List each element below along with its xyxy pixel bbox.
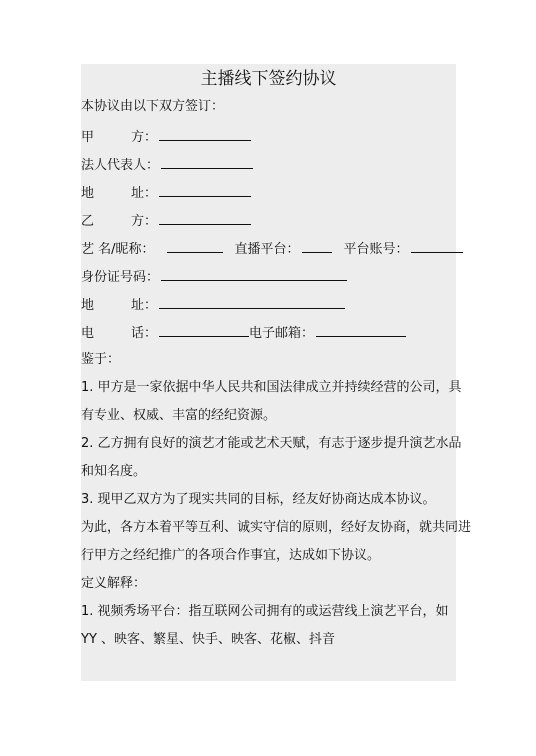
party-b-field [81, 210, 251, 232]
party-a-label-1: 甲 [81, 130, 95, 145]
clause-1-line-1: 1. 甲方是一家依据中华人民共和国法律成立并持续经营的公司，具 [81, 380, 462, 395]
clause-2-line-1: 2. 乙方拥有良好的演艺才能或艺术天赋，有志于逐步提升演艺水品 [81, 436, 462, 451]
artist-name-label: 艺 名/昵称： [81, 242, 155, 257]
legal-rep-label: 法人代表人： [81, 158, 160, 173]
therefore-line-2: 行甲方之经纪推广的各项合作事宜，达成如下协议。 [81, 548, 381, 563]
phone-label-2: 话： [131, 326, 158, 341]
id-card-blank[interactable] [161, 266, 347, 281]
platform-blank[interactable] [302, 238, 332, 253]
legal-rep-blank[interactable] [161, 154, 253, 169]
address-b-field [81, 294, 345, 316]
email-label: 电子邮箱： [249, 326, 315, 341]
therefore-line-1: 为此，各方本着平等互利、诚实守信的原则，经好友协商，就共同进 [81, 520, 472, 535]
id-card-field [81, 266, 347, 288]
account-label: 平台账号： [343, 242, 409, 257]
address-a-label-1: 地 [81, 186, 95, 201]
party-a-field [81, 126, 251, 148]
email-blank[interactable] [316, 322, 406, 337]
address-b-label-1: 地 [81, 298, 95, 313]
legal-rep-field [81, 154, 253, 176]
document-title: 主播线下签约协议 [200, 69, 337, 89]
clause-2-line-2: 和知名度。 [81, 464, 147, 479]
clause-3: 3. 现甲乙双方为了现实共同的目标，经友好协商达成本协议。 [81, 492, 436, 507]
address-b-label-2: 址： [131, 298, 158, 313]
address-a-blank[interactable] [159, 182, 251, 197]
party-b-label-1: 乙 [81, 214, 95, 229]
party-b-label-2: 方： [131, 214, 158, 229]
definitions-heading: 定义解释： [81, 576, 147, 591]
clause-1-line-2: 有专业、权威、丰富的经纪资源。 [81, 408, 277, 423]
party-a-blank[interactable] [159, 126, 251, 141]
phone-label-1: 电 [81, 326, 95, 341]
definition-1-line-2: YY 、映客、繁星、快手、映客、花椒、抖音 [81, 632, 336, 647]
account-blank[interactable] [411, 238, 463, 253]
definition-1-line-1: 1. 视频秀场平台：指互联网公司拥有的或运营线上演艺平台，如 [81, 604, 449, 619]
artist-name-blank[interactable] [167, 238, 223, 253]
party-b-blank[interactable] [159, 210, 251, 225]
id-card-label: 身份证号码： [81, 270, 160, 285]
artist-field-row [81, 238, 463, 260]
phone-email-field [81, 322, 406, 344]
address-a-field [81, 182, 251, 204]
intro-line: 本协议由以下双方签订： [81, 99, 225, 114]
phone-blank[interactable] [159, 322, 249, 337]
party-a-label-2: 方： [131, 130, 158, 145]
address-a-label-2: 址： [131, 186, 158, 201]
whereas-heading: 鉴于： [81, 352, 121, 367]
address-b-blank[interactable] [159, 294, 345, 309]
platform-label: 直播平台： [234, 242, 300, 257]
